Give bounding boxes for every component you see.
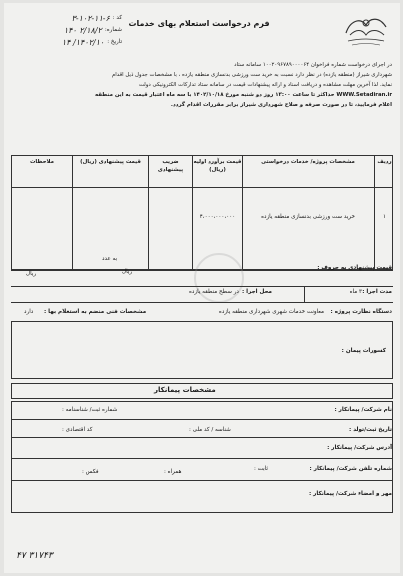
reg-date-label: تاریخ ثبت/تولد :: [349, 427, 392, 433]
place-label: محل اجرا :: [242, 289, 272, 295]
date-label: تاریخ :: [107, 39, 122, 45]
deductions-label: کسورات پیمان :: [341, 348, 386, 354]
fax-label: فکس :: [82, 469, 99, 475]
header-coefficient: ضریب پیشنهادی: [157, 159, 184, 173]
price-letters-label: قیمت پیشنهادی به حروف :: [317, 265, 392, 271]
supervision-label: دستگاه نظارت پروژه :: [330, 309, 392, 315]
row-estimate: ۴،۰۰۰،۰۰۰،۰۰۰: [199, 214, 236, 220]
header-estimate: قیمت برآورد اولیه (ریال): [193, 159, 242, 173]
duration-label: مدت اجرا :: [362, 289, 392, 295]
contractor-section-title: مشخصات پیمانکار: [154, 386, 216, 394]
fixed-phone-label: ثابت :: [254, 466, 268, 472]
header-meta: [12, 12, 122, 48]
row-spec: خرید ست ورزشی بدنسازی منطقه یازده: [261, 214, 355, 220]
municipality-logo-icon: [340, 11, 392, 49]
row-index: ۱: [382, 214, 386, 220]
document-page: [4, 3, 400, 573]
tech-spec-value: دارد: [24, 309, 34, 315]
serial-value: ۳-۱۰۲-۱۱-۶: [71, 13, 110, 23]
intro-line-1: در اجرای درخواست شماره فراخوان ۱۰۰۲۰۹۶۷۸۹۰۰۰۰۶۴ سامانه ستاد: [234, 62, 392, 68]
reg-number-label: شماره ثبت/ شناسنامه :: [62, 407, 118, 413]
header-spec: مشخصات پروژه/ خدمات درخواستی: [261, 159, 355, 165]
price-rial-2: ریال: [26, 271, 37, 277]
national-id-label: شناسه / کد ملی :: [189, 427, 231, 433]
date-value: ۱۴۰۲/۱۰/ ۱۴: [61, 37, 105, 47]
footer-reference: ۴۷ ۳۱۷۴۳: [16, 551, 53, 561]
number-label: شماره:: [104, 27, 122, 33]
price-numeric-label: به عدد: [102, 256, 118, 262]
form-title: فرم درخواست استعلام بهای خدمات: [128, 19, 270, 28]
intro-line-2: شهرداری شیراز (منطقه یازده) در نظر دارد نسبت به خرید ست ورزشی بدنسازی منطقه یازده ، با مشخصات جدول ذیل اقدام: [111, 72, 392, 78]
header-row-index: ردیف: [377, 159, 392, 165]
items-table: [11, 155, 393, 270]
deductions-box: [11, 321, 393, 379]
intro-paragraph: [14, 60, 392, 110]
address-label: آدرس شرکت/ پیمانکار :: [327, 445, 392, 451]
header-offer-price: قیمت پیشنهادی (ریال): [80, 159, 141, 165]
code-label: کد :: [112, 15, 122, 21]
price-rial-1: ریال: [122, 269, 133, 275]
tech-spec-label: مشخصات فنی منضم به استعلام بها :: [44, 309, 147, 315]
contractor-box: [11, 401, 393, 513]
place-value: در سطح منطقه یازده: [189, 289, 239, 295]
watermark-stamp: [194, 253, 244, 303]
mobile-label: همراه :: [164, 469, 182, 475]
header-notes: ملاحظات: [29, 159, 54, 165]
economic-code-label: کد اقتصادی :: [62, 427, 93, 433]
duration-value: ۳ ماه: [349, 289, 362, 295]
signature-label: مهر و امضاء شرکت/ پیمانکار :: [308, 491, 392, 497]
company-name-label: نام شرکت/ پیمانکار :: [334, 407, 392, 413]
phone-label: شماره تلفن شرکت/ پیمانکار :: [309, 466, 392, 472]
number-value: ۲/۱۸/۲ ۱۴۰: [63, 25, 102, 35]
supervision-value: معاونت خدمات شهری شهرداری منطقه یازده: [218, 309, 324, 315]
intro-line-5: اعلام فرمایید، تا در صورت صرفه و صلاح شهرداری شیراز برابر مقررات اقدام گردد.: [170, 102, 392, 108]
intro-line-3: نماید. لذا آخرین مهلت مشاهده و دریافت اسناد و ارائه پیشنهادات قیمت در سامانه ستاد تدارکات الکترونیکی دولت: [138, 82, 392, 88]
intro-line-4: WWW.Setadiran.ir حداکثر تا ساعت ۱۳:۰۰ روز دو شنبه مورخ ۱۴۰۲/۱۰/۱۸ با سه ماه اعتبار قیمت به این منطقه: [95, 92, 392, 98]
